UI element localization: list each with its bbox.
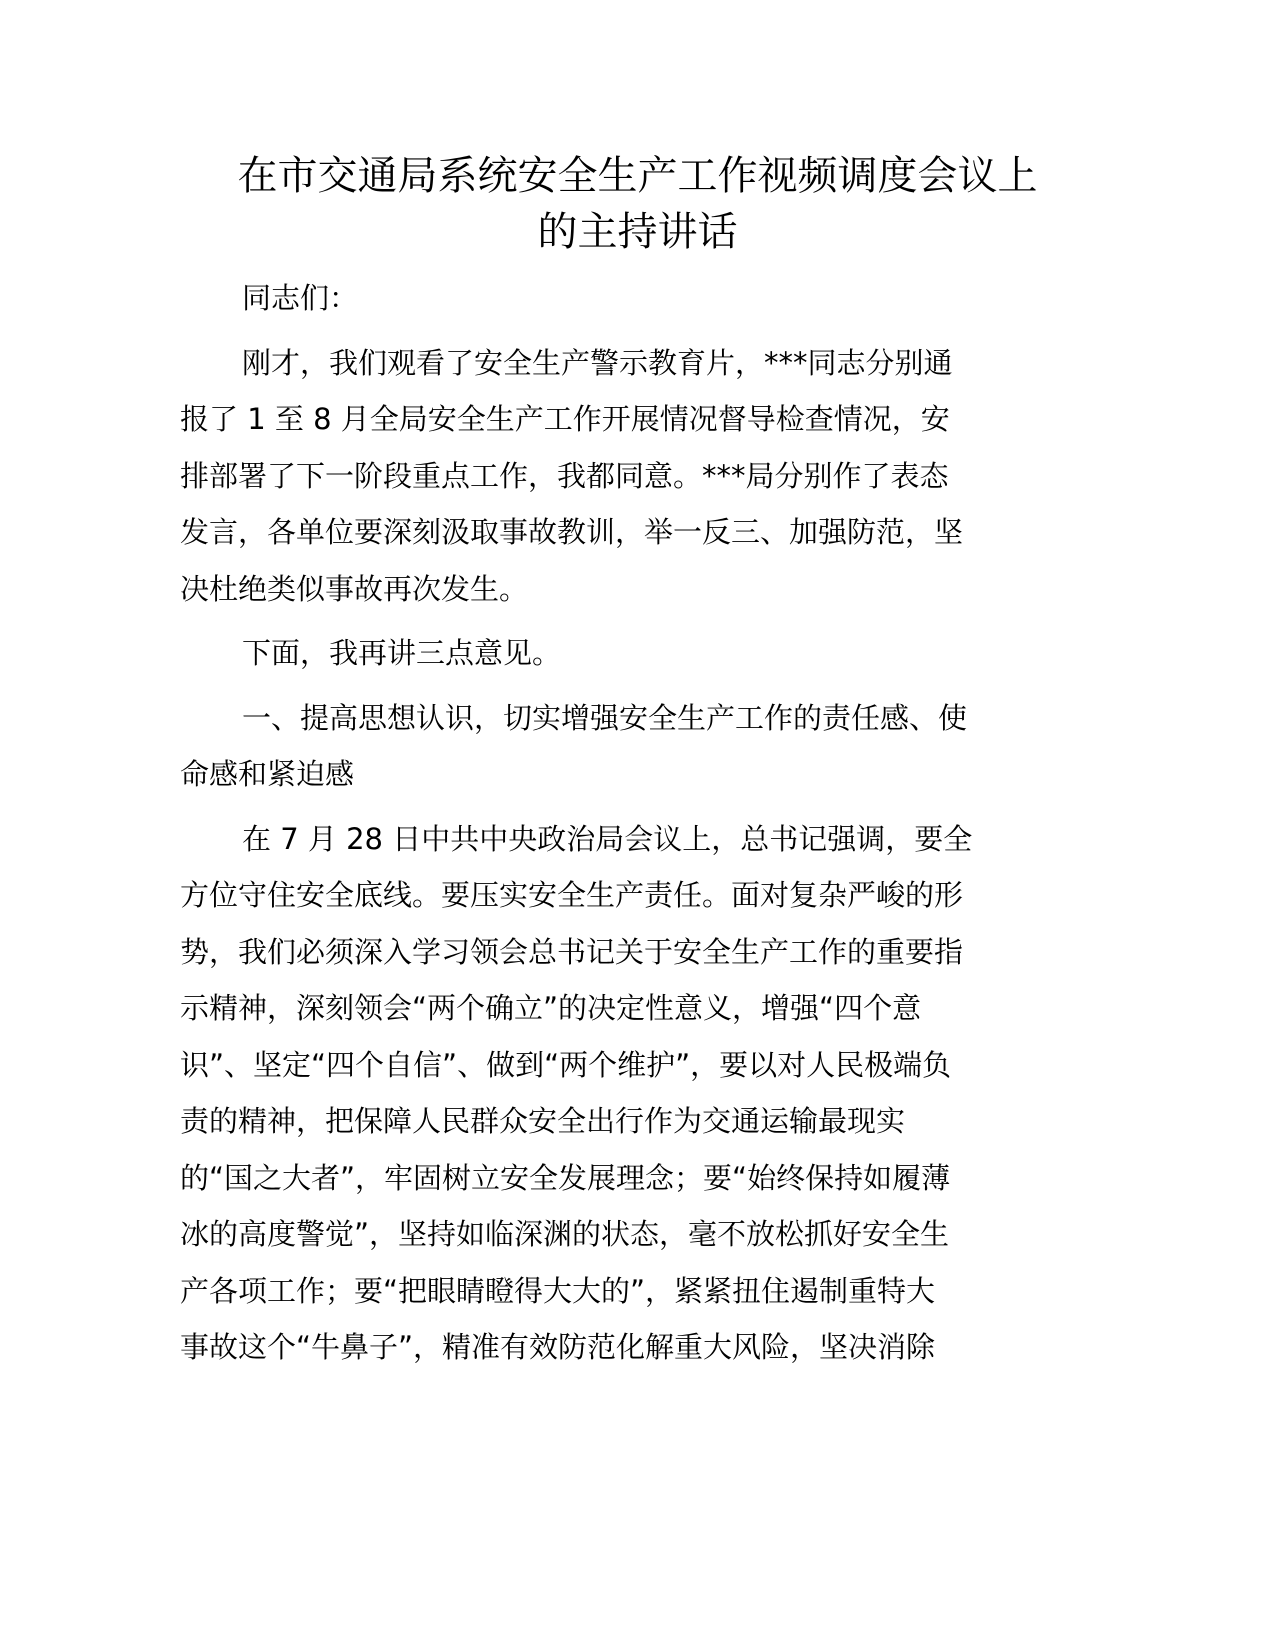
text-line: 决杜绝类似事故再次发生。 <box>180 571 529 606</box>
salutation-paragraph <box>180 270 1040 327</box>
text-line: 发言，各单位要深刻汲取事故教训，举一反三、加强防范，坚 <box>180 515 964 549</box>
text-line: 势，我们必须深入学习领会总书记关于安全生产工作的重要指 <box>180 934 964 969</box>
text-line: 排部署了下一阶段重点工作，我都同意。***局分别作了表态 <box>180 458 949 493</box>
text-line: 产各项工作；要“把眼睛瞪得大大的”，紧紧扭住遏制重特大 <box>180 1273 936 1308</box>
text-line: 责的精神，把保障人民群众安全出行作为交通运输最现实 <box>180 1104 906 1138</box>
text-line: 刚才，我们观看了安全生产警示教育片，***同志分别通 <box>242 345 953 380</box>
text-line: 示精神，深刻领会“两个确立”的决定性意义，增强“四个意 <box>180 991 922 1025</box>
title-line-2: 的主持讲话 <box>537 209 738 255</box>
text-line: 命感和紧迫感 <box>180 757 355 791</box>
transition-paragraph <box>180 625 1040 682</box>
intro-paragraph <box>180 335 1040 618</box>
document-title <box>150 148 1125 260</box>
text-line: 事故这个“牛鼻子”，精准有效防范化解重大风险，坚决消除 <box>180 1330 936 1364</box>
section-1-body <box>180 811 1040 1376</box>
document-body <box>180 270 1040 1384</box>
text-line: 方位守住安全底线。要压实安全生产责任。面对复杂严峻的形 <box>180 878 964 912</box>
text-line: 下面，我再讲三点意见。 <box>242 636 562 670</box>
text-line: 识”、坚定“四个自信”、做到“两个维护”，要以对人民极端负 <box>180 1047 952 1082</box>
text-line: 的“国之大者”，牢固树立安全发展理念；要“始终保持如履薄 <box>180 1160 951 1195</box>
text-line: 冰的高度警觉”，坚持如临深渊的状态，毫不放松抓好安全生 <box>180 1217 950 1251</box>
section-heading-1 <box>180 690 1040 803</box>
text-line: 报了 1 至 8 月全局安全生产工作开展情况督导检查情况，安 <box>180 402 950 436</box>
text-line: 同志们： <box>242 281 359 315</box>
text-line: 在 7 月 28 日中共中央政治局会议上，总书记强调，要全 <box>242 821 973 856</box>
title-line-1: 在市交通局系统安全生产工作视频调度会议上 <box>237 153 1038 199</box>
text-line: 一、提高思想认识，切实增强安全生产工作的责任感、使 <box>242 700 968 735</box>
